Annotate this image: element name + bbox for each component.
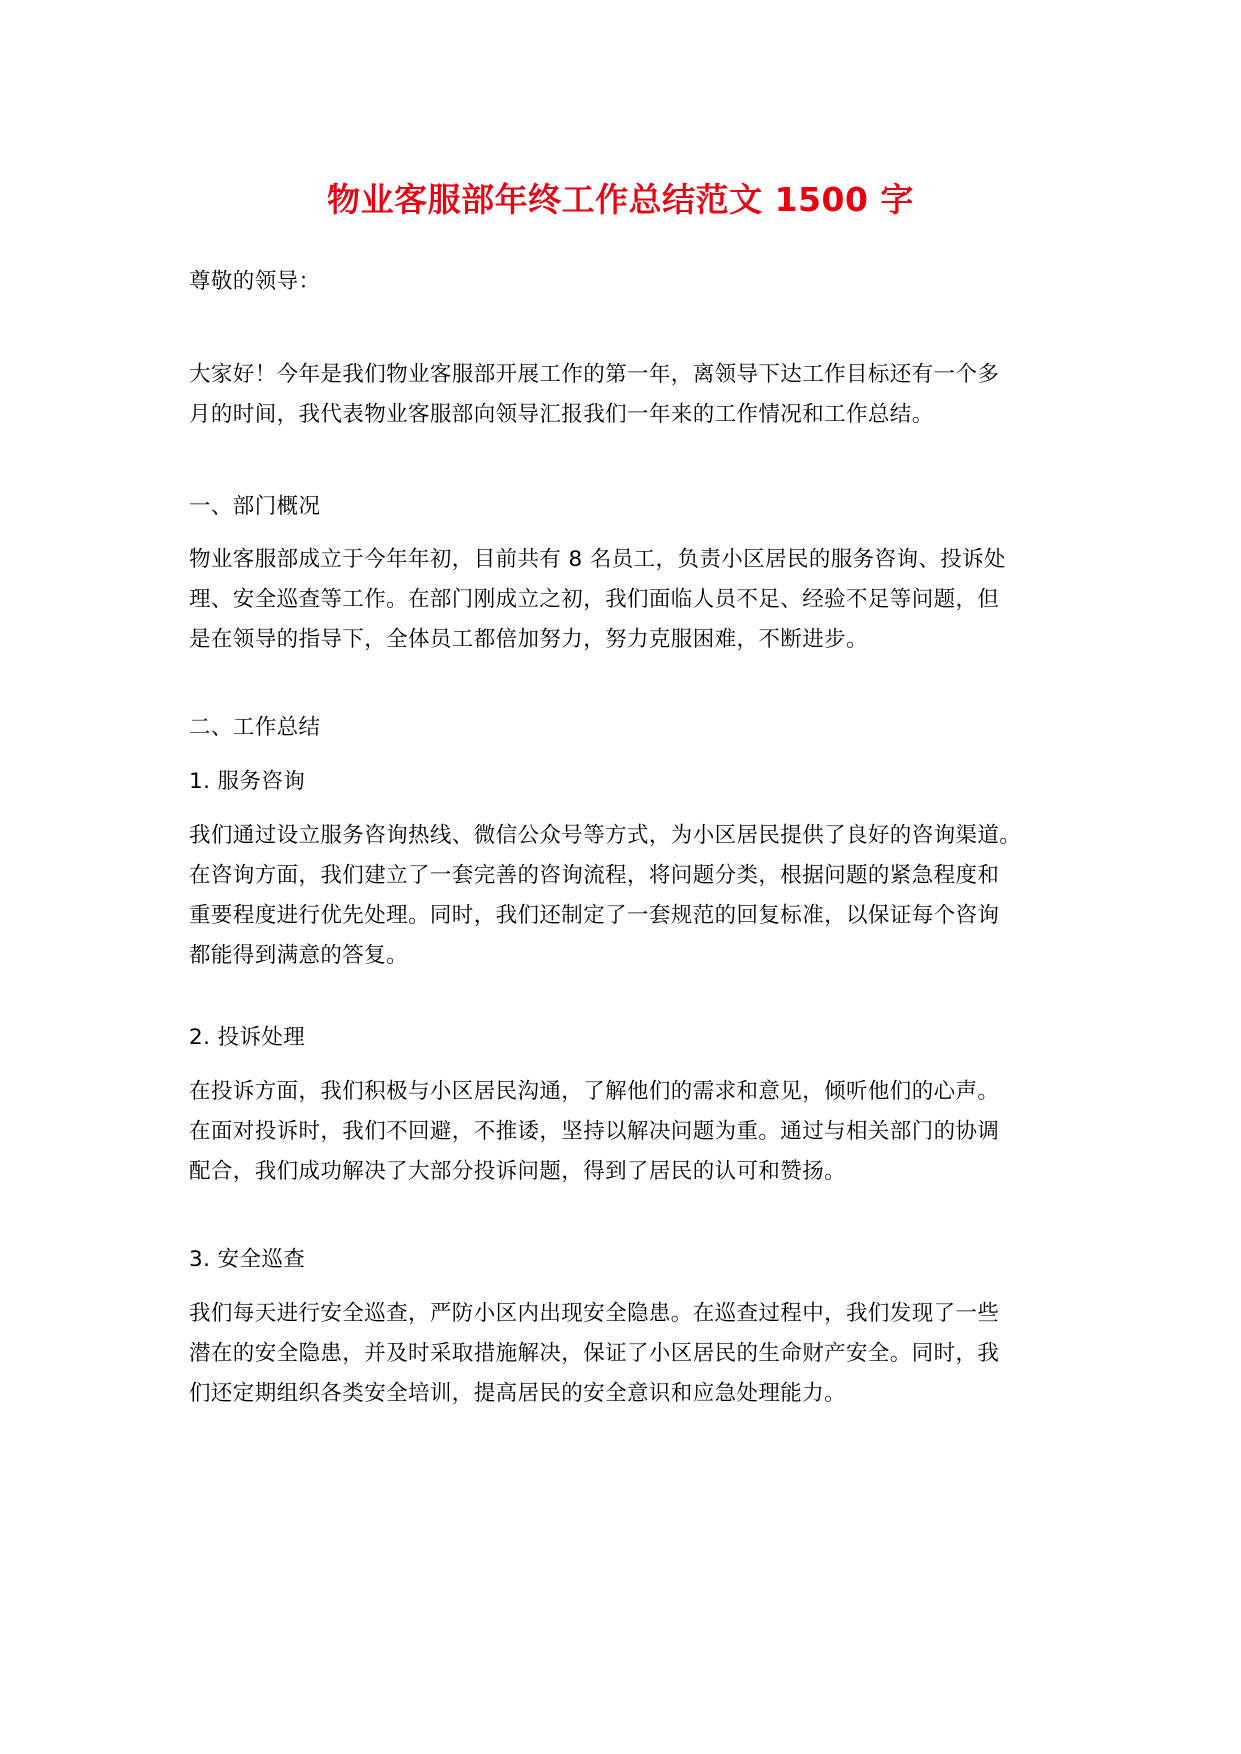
- subsection-heading-patrol: 3. 安全巡查: [189, 1247, 306, 1272]
- overview-paragraph: [189, 540, 1059, 660]
- section-heading-overview: 一、部门概况: [189, 494, 321, 519]
- text-line: 是在领导的指导下，全体员工都倍加努力，努力克服困难，不断进步。: [189, 627, 868, 652]
- text-line: 月的时间，我代表物业客服部向领导汇报我们一年来的工作情况和工作总结。: [189, 402, 934, 427]
- text-line: 在投诉方面，我们积极与小区居民沟通，了解他们的需求和意见，倾听他们的心声。: [189, 1079, 1000, 1104]
- text-line: 物业客服部成立于今年年初，目前共有 8 名员工，负责小区居民的服务咨询、投诉处: [189, 547, 1006, 572]
- document-title: 物业客服部年终工作总结范文 1500 字: [327, 180, 914, 219]
- text-line: 潜在的安全隐患，并及时采取措施解决，保证了小区居民的生命财产安全。同时，我: [189, 1341, 1000, 1366]
- subsection-heading-consulting: 1. 服务咨询: [189, 769, 306, 794]
- text-line: 大家好！今年是我们物业客服部开展工作的第一年，离领导下达工作目标还有一个多: [189, 362, 1000, 387]
- subsection-heading-complaints: 2. 投诉处理: [189, 1025, 306, 1050]
- text-line: 我们每天进行安全巡查，严防小区内出现安全隐患。在巡查过程中，我们发现了一些: [189, 1301, 1000, 1326]
- section-heading-summary: 二、工作总结: [189, 715, 321, 740]
- text-line: 重要程度进行优先处理。同时，我们还制定了一套规范的回复标准，以保证每个咨询: [189, 903, 1000, 928]
- text-line: 都能得到满意的答复。: [189, 943, 409, 968]
- salutation: 尊敬的领导：: [189, 269, 321, 294]
- patrol-paragraph: [189, 1294, 1059, 1414]
- consulting-paragraph: [189, 816, 1059, 976]
- text-line: 我们通过设立服务咨询热线、微信公众号等方式，为小区居民提供了良好的咨询渠道。: [189, 823, 1022, 848]
- text-line: 配合，我们成功解决了大部分投诉问题，得到了居民的认可和赞扬。: [189, 1159, 847, 1184]
- text-line: 在面对投诉时，我们不回避，不推诿，坚持以解决问题为重。通过与相关部门的协调: [189, 1119, 1000, 1144]
- text-line: 理、安全巡查等工作。在部门刚成立之初，我们面临人员不足、经验不足等问题，但: [189, 587, 1000, 612]
- complaints-paragraph: [189, 1072, 1059, 1192]
- text-line: 们还定期组织各类安全培训，提高居民的安全意识和应急处理能力。: [189, 1381, 847, 1406]
- intro-paragraph: [189, 355, 1059, 435]
- text-line: 在咨询方面，我们建立了一套完善的咨询流程，将问题分类，根据问题的紧急程度和: [189, 863, 1000, 888]
